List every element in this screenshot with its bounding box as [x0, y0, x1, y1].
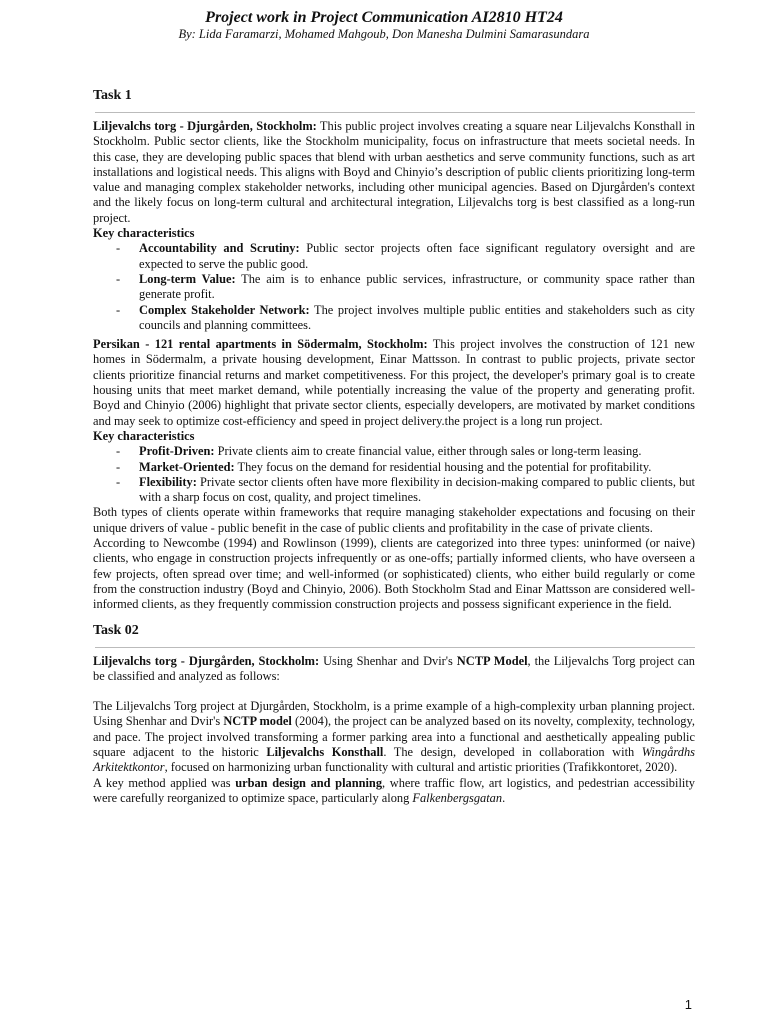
document-body	[93, 87, 695, 806]
document-authors: By: Lida Faramarzi, Mohamed Mahgoub, Don Manesha Dulmini Samarasundara	[178, 27, 590, 41]
method-text-3: .	[502, 790, 506, 805]
task2-intro-text-end: , the Liljevalchs Torg project can be classified and analyzed as follows:	[93, 653, 695, 683]
dash-bullet-icon: -	[116, 444, 121, 459]
street-term: Falkenbergsgatan	[412, 790, 503, 805]
dash-bullet-icon: -	[116, 241, 121, 256]
project1-text: This public project involves creating a square near Liljevalchs Konsthall in Stockholm. Public sector clients, like the Stockholm municipality, focus on infrastructure that meets societal needs. In this case, they are developing public spaces that blend with urban aesthetics and serve community functions, such as art installations and logistical needs. This aligns with Boyd and Chinyio’s description of public clients prioritizing long-term value and managing complex stakeholder networks, including other municipal agencies. Based on Djurgården's context and the likely focus on long-term cultural and architectural integration, Liljevalchs torg is best classified as a long-run project.	[93, 119, 695, 225]
project2-name: Persikan - 121 rental apartments in Södermalm, Stockholm:	[93, 337, 428, 352]
bullet-term: Complex Stakeholder Network:	[139, 302, 310, 317]
dash-bullet-icon: -	[116, 302, 121, 317]
dash-bullet-icon: -	[116, 271, 121, 286]
list-item	[93, 460, 695, 475]
list-item	[93, 272, 695, 303]
bullet-text: They focus on the demand for residential housing and the potential for profitability.	[234, 459, 652, 474]
task1-project1-paragraph	[93, 119, 695, 226]
dash-bullet-icon: -	[116, 474, 121, 489]
project1-name: Liljevalchs torg - Djurgården, Stockholm:	[93, 119, 317, 133]
dash-bullet-icon: -	[116, 459, 121, 474]
project1-bullet-list	[93, 241, 695, 333]
task2-intro-paragraph	[93, 654, 695, 685]
task2-divider	[95, 647, 695, 648]
nctp-model-term: NCTP Model	[456, 653, 528, 668]
list-item	[93, 303, 695, 334]
bullet-term: Market-Oriented:	[139, 459, 235, 474]
bullet-term: Profit-Driven:	[139, 444, 215, 459]
bullet-term: Long-term Value:	[139, 271, 236, 286]
bullet-text: The project involves multiple public entities and stakeholders such as city councils and planning committees.	[139, 302, 695, 332]
analysis-text-1: The Liljevalchs Torg project at Djurgården, Stockholm, is a prime example of a high-complexity urban planning project. Using Shenhar and Dvir's	[93, 699, 695, 729]
task1-client-categories-paragraph: According to Newcombe (1994) and Rowlinson (1999), clients are categorized into three types: uninformed (or naive) clients, who engage in construction projects infrequently or as one-offs; partially informed clients, who have overseen a few projects, often spread over time; and well-informed (or sophisticated) clients, who either build regularly or come from the construction industry (Boyd and Chinyio, 2006). Both Stockholm Stad and Einar Mattsson are considered well-informed clients, as they frequently commission construction projects and possess significant experience in the field.	[93, 536, 695, 612]
analysis-text-2: (2004), the project can be analyzed based on its novelty, complexity, technology, and pace. The project involved transforming a former parking area into a functional and aesthetically appealing public square adjacent to the historic	[93, 714, 695, 759]
method-term: urban design and planning	[235, 775, 383, 790]
page-number: 1	[684, 997, 692, 1012]
bullet-term: Accountability and Scrutiny:	[139, 241, 300, 256]
list-item	[93, 444, 695, 459]
project2-text: This project involves the construction of 121 new homes in Södermalm, a private housing development, Einar Mattsson. In contrast to public projects, private sector clients prioritize financial returns and market competitiveness. For this project, the developer's primary goal is to create housing units that meet market demand, while potentially increasing the value of the property and generating profit. Boyd and Chinyio (2006) highlight that private sector clients, especially developers, are motivated by market conditions and may seek to optimize cost-efficiency and speed in project delivery.the project is a long run project.	[93, 337, 695, 428]
task1-divider	[95, 112, 695, 113]
task2-heading: Task 02	[93, 622, 139, 638]
analysis-text-3: . The design, developed in collaboration with	[383, 744, 642, 759]
list-item	[93, 241, 695, 272]
bullet-text: Private clients aim to create financial value, either through sales or long-term leasing.	[214, 444, 642, 459]
project2-bullet-list	[93, 444, 695, 505]
task2-project-name: Liljevalchs torg - Djurgården, Stockholm:	[93, 653, 320, 668]
document-title: Project work in Project Communication AI2810 HT24	[205, 9, 563, 26]
konsthall-term: Liljevalchs Konsthall	[266, 744, 384, 759]
document-header	[0, 8, 768, 42]
project2-key-heading: Key characteristics	[93, 428, 195, 443]
project1-key-heading: Key characteristics	[93, 226, 195, 241]
task1-heading: Task 1	[93, 88, 132, 103]
bullet-text: Private sector clients often have more flexibility in decision-making compared to public clients, but with a sharp focus on cost, quality, and project timelines.	[139, 474, 695, 505]
task2-method-paragraph	[93, 776, 695, 807]
task2-analysis-paragraph	[93, 699, 695, 775]
bullet-text: Public sector projects often face significant regulatory oversight and are expected to serve the public good.	[139, 241, 695, 271]
task1-both-clients-paragraph: Both types of clients operate within frameworks that require managing stakeholder expectations and focusing on their unique drivers of value - public benefit in the case of public clients and profitability in the case of private clients.	[93, 505, 695, 535]
task1-project2-paragraph	[93, 337, 695, 429]
method-text-1: A key method applied was	[93, 775, 236, 790]
nctp-model-term: NCTP model	[223, 714, 292, 729]
bullet-term: Flexibility:	[139, 474, 197, 489]
analysis-text-4: , focused on harmonizing urban functionality with cultural and artistic priorities (Trafikkontoret, 2020).	[164, 760, 678, 775]
architect-term: Wingårdhs Arkitektkontor	[93, 744, 696, 775]
list-item	[93, 475, 695, 506]
task2-intro-text: Using Shenhar and Dvir's	[319, 653, 457, 668]
bullet-text: The aim is to enhance public services, infrastructure, or community space rather than generate profit.	[139, 271, 695, 302]
method-text-2: , where traffic flow, art logistics, and pedestrian accessibility were carefully reorganized to optimize space, particularly along	[93, 775, 695, 805]
